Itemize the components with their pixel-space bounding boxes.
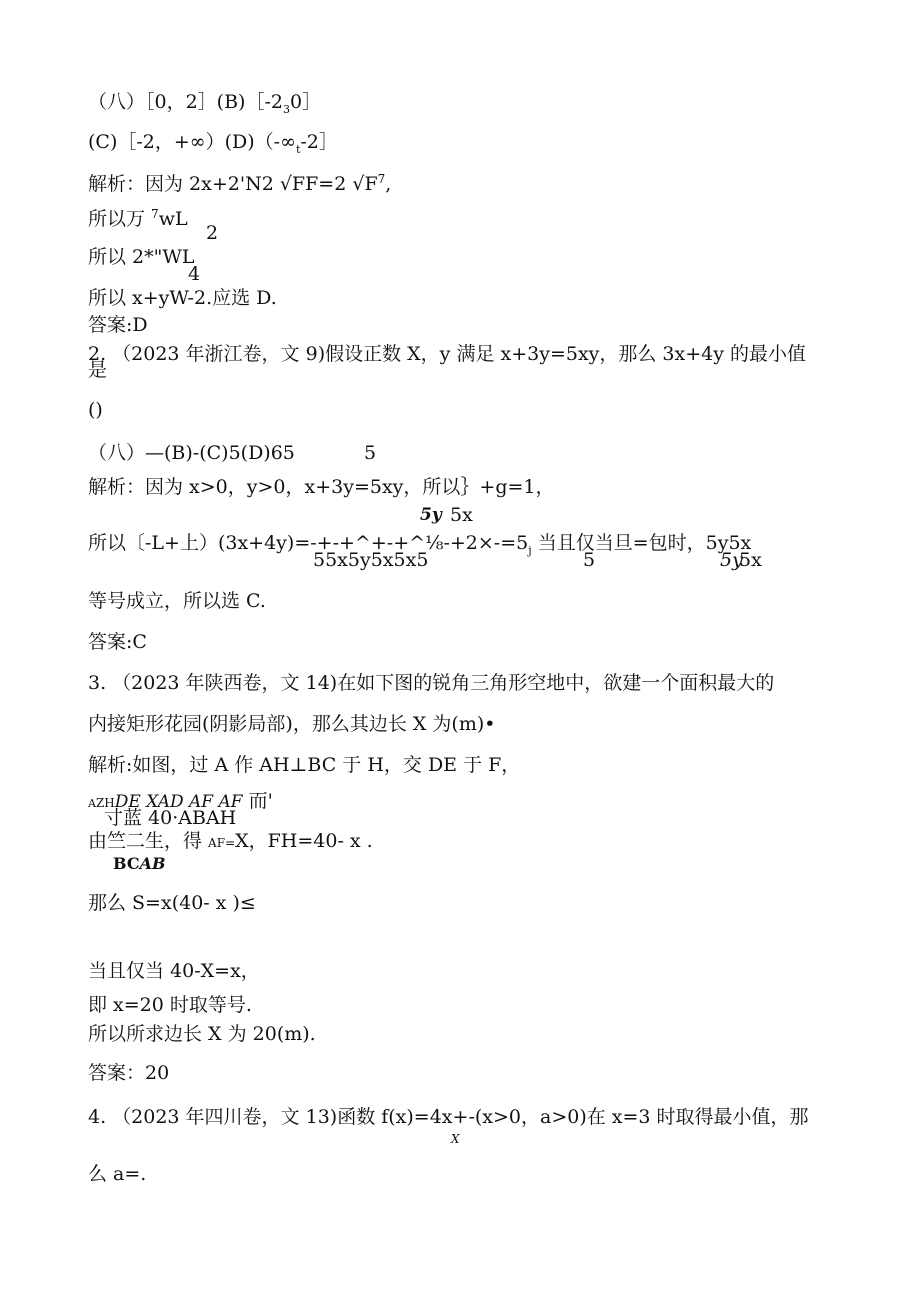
q2-denominator-5y: 5y (720, 549, 743, 571)
q1-sol-2-sup: 7 (151, 207, 159, 221)
q2-denominator-5: 5 (583, 549, 596, 571)
q2-denominator-5x: 5x (739, 549, 762, 571)
q1-options-b-sub: t (295, 143, 301, 156)
q4-question-line-1: 4. （2023 年四川卷，文 13)函数 f(x)=4x+-(x>0，a>0)在 x=3 时取得最小值，那 (88, 1106, 809, 1128)
q1-solution-line-1 (88, 172, 391, 198)
q1-options-a-end: 0］ (289, 91, 322, 113)
q3-ab: AB (139, 854, 166, 873)
q1-solution-line-4: 所以 x+yW-2.应选 D. (88, 287, 277, 309)
q1-solution-line-2 (88, 207, 188, 233)
q3-garble-middle: 寸蓝 40·ABAH (104, 807, 237, 829)
q1-answer: 答案:D (88, 314, 148, 336)
q1-sol-1-sup: 7 (377, 172, 386, 186)
q1-sol-2-text: 所以万 (88, 208, 152, 230)
q3-garble-prefix: A (88, 797, 96, 810)
q3-question-line-2: 内接矩形花园(阴影局部)，那么其边长 X 为(m)• (88, 713, 496, 735)
q4-denominator-x: X (451, 1132, 460, 1146)
q1-sol-1-text: 解析：因为 2x+2'N2 √FF=2 √F (88, 173, 378, 195)
q3-bc: BC (113, 854, 140, 873)
q2-sol-2-text: 所以〔-L+上）(3x+4y)=-+-+^+-+^⅛-+2×-=5 (88, 532, 529, 554)
q3-question-line-1: 3. （2023 年陕西卷，文 14)在如下图的锐角三角形空地中，欲建一个面积最大的 (88, 672, 775, 694)
q2-solution-line-3: 等号成立，所以选 C. (88, 590, 266, 612)
q3-solution-line-1: 解析:如图，过 A 作 AH⊥BC 于 H，交 DE 于 F， (88, 754, 521, 776)
q1-fraction-digit-2: 2 (206, 222, 219, 244)
q3-garble-end: 而' (248, 790, 273, 812)
q1-fraction-digit-4: 4 (188, 263, 201, 285)
q3-sol-2-end: X，FH=40- x . (235, 830, 373, 852)
q3-sol-2-small: AF= (208, 836, 236, 850)
q3-garble-zh: ZH (95, 796, 115, 810)
q1-options-b-text: (C)［-2，+∞）(D)（-∞ (88, 131, 296, 153)
q2-frac-5x: 5x (450, 504, 473, 526)
q1-sol-1-end: , (385, 173, 392, 195)
q2-frac-5y: 5y (420, 505, 442, 525)
q1-sol-2-end: wL (158, 208, 188, 230)
q1-options-ab (88, 90, 321, 117)
q2-solution-line-1: 解析：因为 x>0，y>0，x+3y=5xy，所以｝+g=1， (88, 476, 555, 498)
q1-options-a-text: （八）［0，2］(B)［-2 (88, 91, 283, 113)
q2-question-line-1: 2. （2023 年浙江卷，文 9)假设正数 X，y 满足 x+3y=5xy，那么 3x+4y 的最小值 (88, 343, 807, 365)
q3-solution-line-5: 即 x=20 时取等号. (88, 994, 252, 1016)
q1-options-b-end: -2］ (300, 131, 338, 153)
q2-denominators: 55x5y5x5x5 (313, 549, 429, 571)
q2-options: （八）—(B)-(C)5(D)65 (88, 442, 295, 464)
q1-options-cd (88, 130, 338, 157)
q2-question-line-1b: 是 (88, 359, 108, 381)
q3-solution-line-4: 当且仅当 40-X=x， (88, 960, 260, 982)
q3-sol-2-text: 由竺二生，得 (88, 830, 209, 852)
q2-options-fraction-5: 5 (364, 442, 377, 464)
q1-options-a-sub: 3 (282, 103, 290, 116)
q1-solution-line-3: 所以 2*"WL (88, 246, 195, 268)
q2-sol-2-sub: j (528, 544, 532, 557)
q2-answer-paren: () (88, 399, 103, 421)
q3-bc-ab-label (113, 852, 166, 876)
q4-question-line-2: 么 a=. (88, 1163, 147, 1185)
q2-sol-2-end: 当且仅当旦=包时，5y5x (531, 532, 752, 554)
q3-solution-line-3: 那么 S=x(40- x )≤ (88, 892, 256, 914)
q3-answer: 答案：20 (88, 1062, 170, 1084)
q2-answer: 答案:C (88, 631, 147, 653)
q3-garble-italic: DE XAD AF AF (114, 792, 243, 812)
q3-solution-line-6: 所以所求边长 X 为 20(m). (88, 1023, 316, 1045)
